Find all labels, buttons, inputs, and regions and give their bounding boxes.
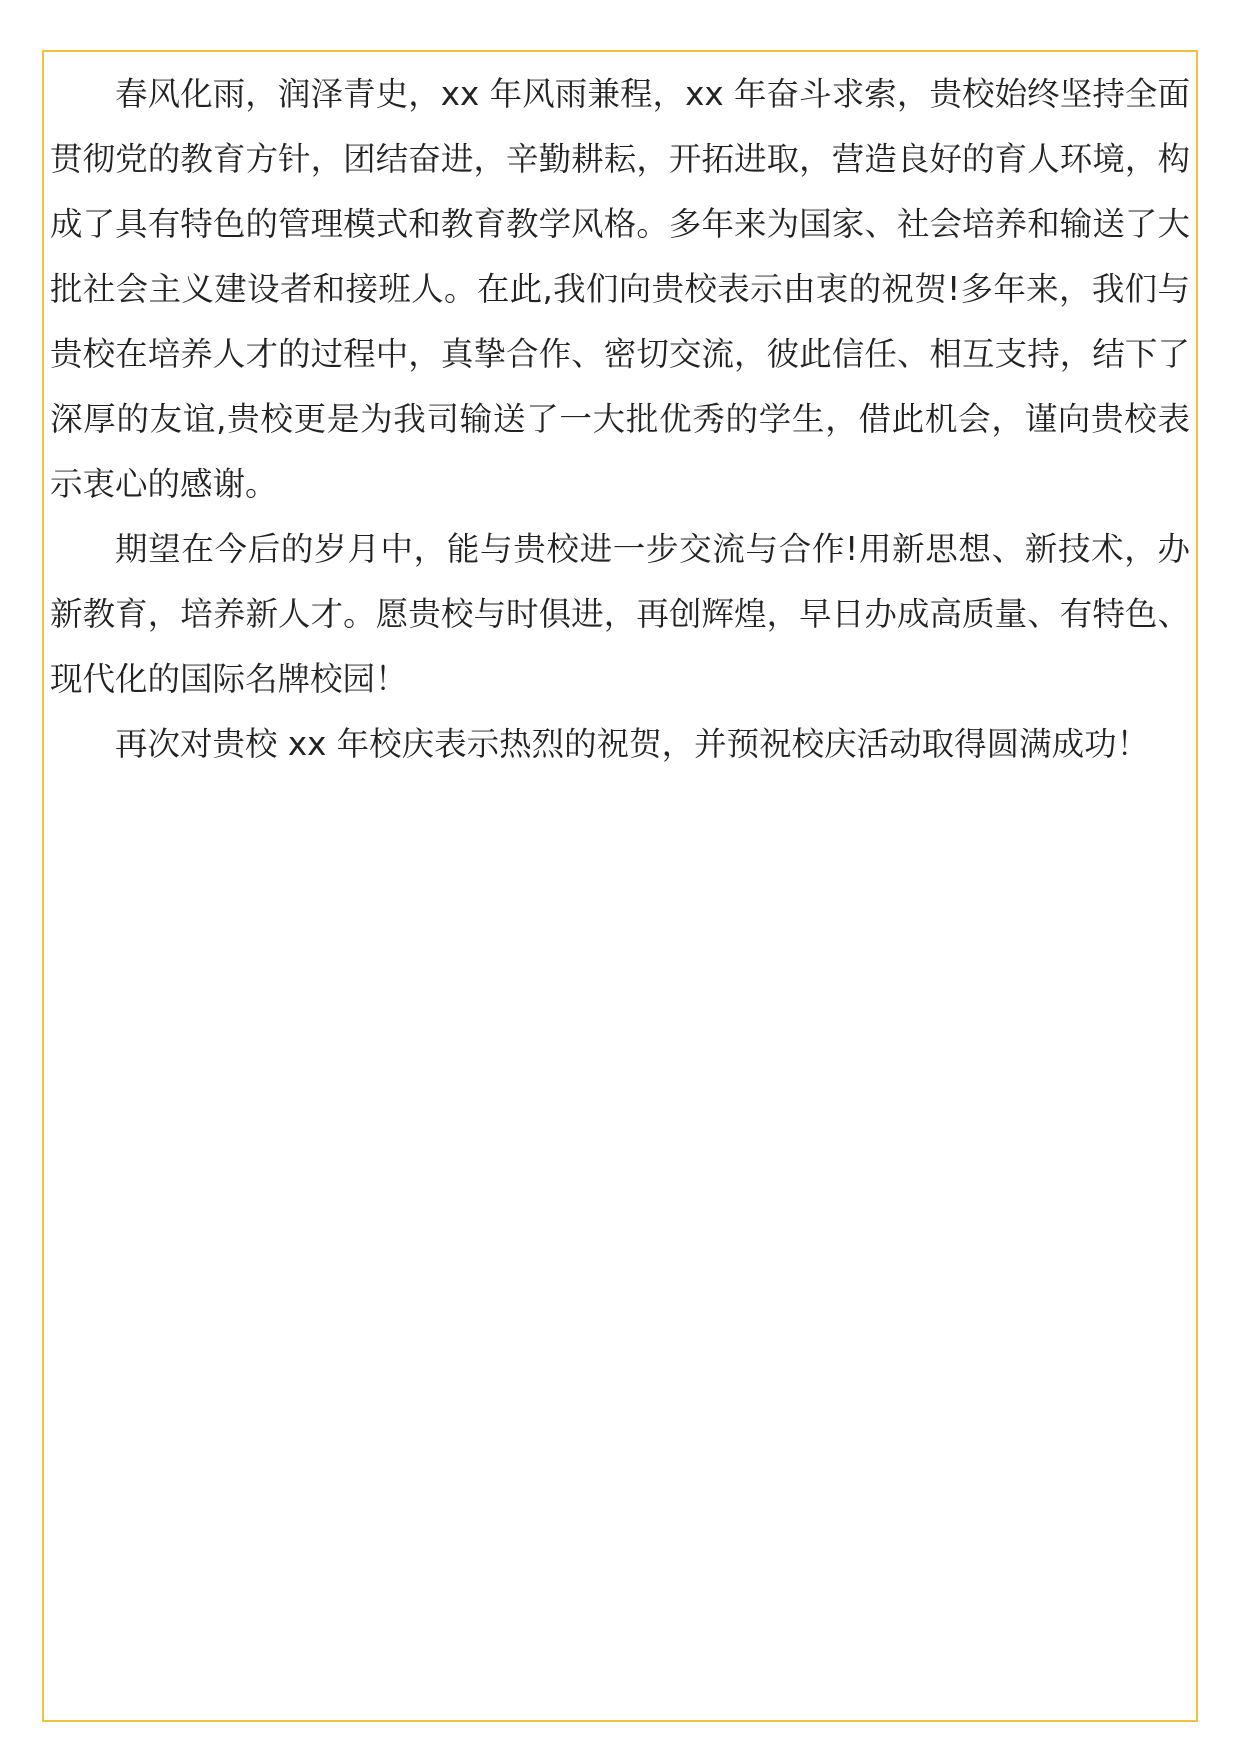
letter-body — [50, 62, 1190, 777]
paragraph-1: 春风化雨，润泽青史，xx 年风雨兼程，xx 年奋斗求索，贵校始终坚持全面贯彻党的教育方针，团结奋进，辛勤耕耘，开拓进取，营造良好的育人环境，构成了具有特色的管理模式和教育教学风格。多年来为国家、社会培养和输送了大批社会主义建设者和接班人。在此,我们向贵校表示由衷的祝贺!多年来，我们与贵校在培养人才的过程中，真挚合作、密切交流，彼此信任、相互支持，结下了深厚的友谊,贵校更是为我司输送了一大批优秀的学生，借此机会，谨向贵校表示衷心的感谢。 — [50, 75, 1190, 503]
paragraph-2: 期望在今后的岁月中，能与贵校进一步交流与合作!用新思想、新技术，办新教育，培养新人才。愿贵校与时俱进，再创辉煌，早日办成高质量、有特色、现代化的国际名牌校园！ — [50, 530, 1190, 698]
paragraph-3: 再次对贵校 xx 年校庆表示热烈的祝贺，并预祝校庆活动取得圆满成功！ — [115, 725, 1150, 763]
